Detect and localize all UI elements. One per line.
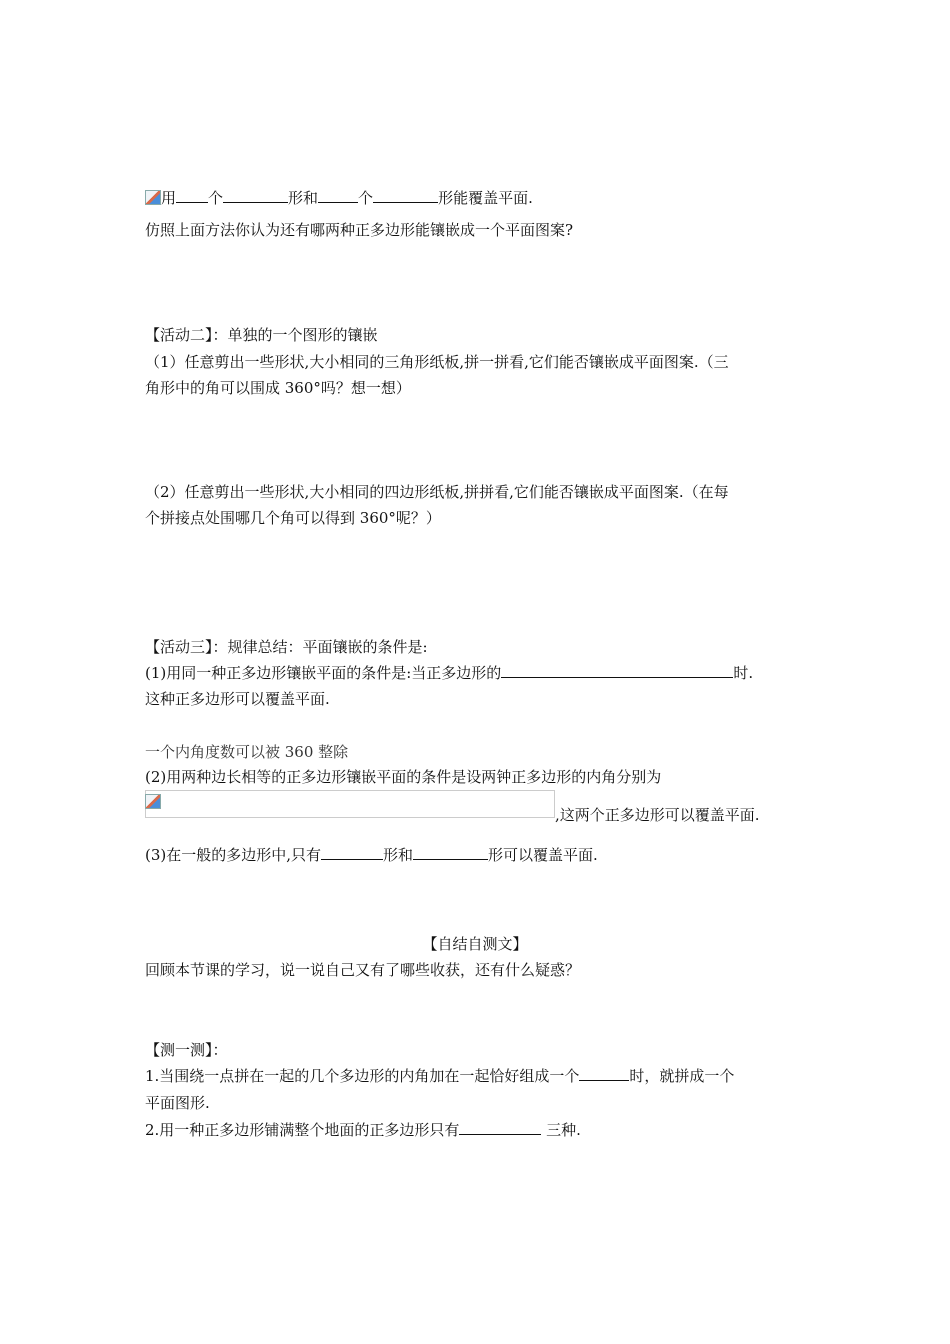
- text-segment: 2.用一种正多边形铺满整个地面的正多边形只有: [145, 1121, 460, 1139]
- question-line-2: 仿照上面方法你认为还有哪两种正多边形能镶嵌成一个平面图案?: [145, 221, 574, 239]
- activity2-p2-line2: 个拼接点处围哪几个角可以得到 360°呢？）: [145, 509, 441, 527]
- answer-blank[interactable]: [459, 1120, 541, 1135]
- test-title: 【测一测】：: [145, 1041, 228, 1059]
- answer-blank[interactable]: [223, 188, 288, 203]
- formula-image-frame: [145, 790, 555, 818]
- broken-image-icon: [145, 190, 161, 205]
- answer-blank[interactable]: [413, 845, 488, 860]
- text-segment: 时，就拼成一个: [629, 1067, 735, 1085]
- text-segment: 个: [208, 189, 224, 207]
- summary-text: 回顾本节课的学习，说一说自己又有了哪些收获，还有什么疑惑？: [145, 961, 581, 979]
- text-segment: 三种.: [541, 1121, 581, 1139]
- text-segment: 形和: [383, 846, 414, 864]
- broken-image-icon: [145, 794, 161, 809]
- text-segment: 形和: [288, 189, 319, 207]
- answer-blank[interactable]: [373, 188, 438, 203]
- activity3-title: 【活动三】：规律总结：平面镶嵌的条件是:: [145, 638, 428, 656]
- text-segment: 用: [161, 189, 177, 207]
- answer-blank[interactable]: [501, 663, 733, 678]
- activity3-c2-line2: ,这两个正多边形可以覆盖平面.: [555, 806, 760, 824]
- test-q2: [145, 1120, 581, 1140]
- answer-blank[interactable]: [579, 1066, 629, 1081]
- summary-title: 【自结自测文】: [422, 935, 528, 953]
- question-line-1: [145, 188, 533, 208]
- activity3-c1-line2: 这种正多边形可以覆盖平面.: [145, 690, 330, 708]
- activity3-c3: [145, 845, 598, 865]
- text-segment: (1)用同一种正多边形镶嵌平面的条件是:当正多边形的: [145, 664, 502, 682]
- activity2-p2-line1: （2）任意剪出一些形状,大小相同的四边形纸板,拼拼看,它们能否镶嵌成平面图案.（在每: [145, 483, 729, 501]
- activity3-c1-line1: [145, 663, 753, 683]
- activity2-title: 【活动二】：单独的一个图形的镶嵌: [145, 326, 378, 344]
- text-segment: (3)在一般的多边形中,只有: [145, 846, 322, 864]
- activity2-p1-line1: （1）任意剪出一些形状,大小相同的三角形纸板,拼一拼看,它们能否镶嵌成平面图案.（三: [145, 353, 729, 371]
- answer-blank[interactable]: [321, 845, 383, 860]
- answer-blank[interactable]: [176, 188, 208, 203]
- activity2-p1-line2: 角形中的角可以围成 360°吗？想一想）: [145, 379, 411, 397]
- answer-blank[interactable]: [318, 188, 358, 203]
- text-segment: 1.当围绕一点拼在一起的几个多边形的内角加在一起恰好组成一个: [145, 1067, 580, 1085]
- activity3-c2-image: [145, 792, 161, 812]
- activity3-answer: 一个内角度数可以被 360 整除: [145, 743, 349, 761]
- test-q1-line1: [145, 1066, 734, 1086]
- text-segment: 个: [358, 189, 374, 207]
- activity3-c2-line1: (2)用两种边长相等的正多边形镶嵌平面的条件是设两钟正多边形的内角分别为: [145, 768, 662, 786]
- test-q1-line2: 平面图形.: [145, 1094, 210, 1112]
- text-segment: 时.: [733, 664, 754, 682]
- text-segment: 形可以覆盖平面.: [488, 846, 598, 864]
- text-segment: 形能覆盖平面.: [438, 189, 533, 207]
